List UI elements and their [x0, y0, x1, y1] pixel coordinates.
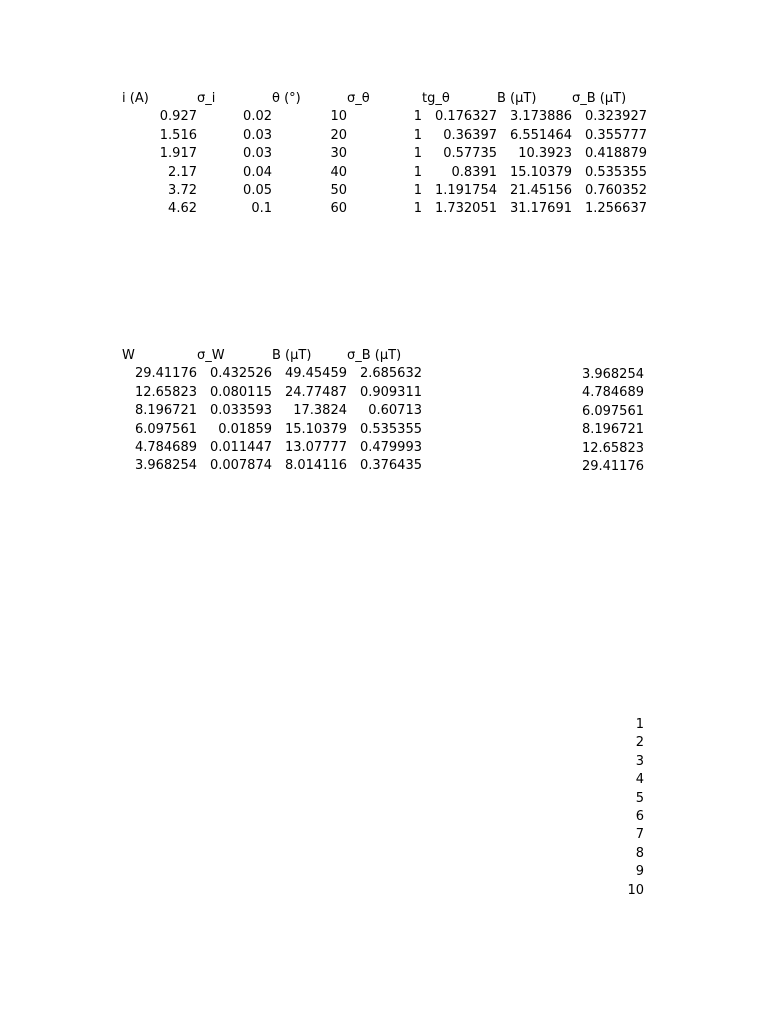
table-cell: 2.17	[168, 164, 197, 180]
table-cell: 3.968254	[134, 458, 197, 474]
table-cell: 0.8391	[451, 164, 497, 180]
table-cell: 4	[635, 772, 644, 788]
table-cell: 0.355777	[584, 127, 647, 143]
index-column	[569, 716, 649, 900]
table-cell: 13.07777	[284, 439, 347, 455]
header-cell: σ_W	[197, 348, 225, 363]
table-cell: 60	[330, 201, 347, 217]
table-cell: 1	[413, 127, 422, 143]
table-cell: 3.72	[168, 182, 197, 198]
header-cell: σ_B (μT)	[572, 91, 627, 106]
table-cell: 3.968254	[581, 367, 644, 382]
index-row	[569, 845, 649, 863]
table-cell: 0.535355	[359, 421, 422, 437]
index-row	[569, 826, 649, 844]
extra-column-row	[569, 366, 649, 384]
table-cell: 40	[330, 164, 347, 180]
table-cell: 9	[635, 864, 644, 880]
table-cell: 2	[635, 735, 644, 751]
extra-column-row	[569, 421, 649, 439]
table-cell: 1.732051	[434, 201, 497, 217]
header-cell: i (A)	[122, 91, 149, 106]
table-cell: 0.011447	[209, 439, 272, 455]
table-cell: 0.03	[243, 127, 272, 143]
table-cell: 5	[635, 790, 644, 806]
table-cell: 1	[413, 164, 422, 180]
table-cell: 10	[627, 882, 644, 898]
table-cell: 30	[330, 146, 347, 162]
header-cell: B (μT)	[497, 91, 537, 106]
table-cell: 0.01859	[218, 421, 272, 437]
table-row	[122, 127, 652, 145]
table-cell: 15.10379	[284, 421, 347, 437]
table-cell: 0.376435	[359, 458, 422, 474]
extra-column-row	[569, 403, 649, 421]
table-cell: 0.080115	[209, 384, 272, 400]
table-cell: 1	[635, 717, 644, 732]
table-cell: 8	[635, 845, 644, 861]
table-1-header-row	[122, 90, 652, 108]
table-cell: 1.917	[159, 146, 197, 162]
table-cell: 0.1	[251, 201, 272, 217]
table-cell: 0.479993	[359, 439, 422, 455]
table-row	[122, 145, 652, 163]
table-cell: 6.551464	[509, 127, 572, 143]
table-row	[122, 164, 652, 182]
table-cell: 1	[413, 182, 422, 198]
table-1-body	[122, 108, 652, 218]
extra-column-row	[569, 384, 649, 402]
table-1	[122, 90, 652, 219]
table-2-header-row	[122, 347, 652, 365]
table-cell: 8.196721	[134, 403, 197, 419]
table-cell: 6.097561	[134, 421, 197, 437]
table-cell: 0.909311	[359, 384, 422, 400]
table-cell: 8.014116	[284, 458, 347, 474]
table-cell: 1	[413, 109, 422, 125]
table-cell: 6	[635, 808, 644, 824]
table-row	[122, 108, 652, 126]
header-cell: W	[122, 348, 135, 363]
index-row	[569, 734, 649, 752]
table-cell: 0.57735	[443, 146, 497, 162]
table-cell: 0.927	[159, 109, 197, 125]
table-cell: 29.41176	[581, 458, 644, 474]
table-cell: 2.685632	[359, 366, 422, 382]
table-cell: 0.176327	[434, 109, 497, 125]
table-cell: 50	[330, 182, 347, 198]
table-cell: 0.535355	[584, 164, 647, 180]
table-cell: 4.62	[168, 201, 197, 217]
table-cell: 1	[413, 146, 422, 162]
table-cell: 31.17691	[509, 201, 572, 217]
table-cell: 0.03	[243, 146, 272, 162]
table-cell: 0.418879	[584, 146, 647, 162]
table-row	[122, 182, 652, 200]
index-row	[569, 790, 649, 808]
table-cell: 29.41176	[134, 366, 197, 382]
header-cell: B (μT)	[272, 348, 312, 363]
table-cell: 1.256637	[584, 201, 647, 217]
index-row	[569, 716, 649, 734]
table-cell: 10.3923	[518, 146, 572, 162]
table-cell: 6.097561	[581, 403, 644, 419]
table-cell: 1.191754	[434, 182, 497, 198]
table-cell: 0.05	[243, 182, 272, 198]
table-cell: 17.3824	[293, 403, 347, 419]
table-cell: 1	[413, 201, 422, 217]
index-row	[569, 863, 649, 881]
extra-column	[569, 366, 649, 476]
table-cell: 0.02	[243, 109, 272, 125]
table-cell: 0.007874	[209, 458, 272, 474]
table-cell: 24.77487	[284, 384, 347, 400]
table-cell: 21.45156	[509, 182, 572, 198]
table-cell: 8.196721	[581, 422, 644, 438]
table-cell: 4.784689	[581, 385, 644, 401]
table-cell: 0.60713	[368, 403, 422, 419]
table-cell: 49.45459	[284, 366, 347, 382]
table-cell: 3.173886	[509, 109, 572, 125]
table-cell: 0.760352	[584, 182, 647, 198]
extra-column-row	[569, 440, 649, 458]
table-cell: 4.784689	[134, 439, 197, 455]
table-cell: 0.36397	[443, 127, 497, 143]
header-cell: σ_θ	[347, 91, 370, 106]
table-cell: 3	[635, 753, 644, 769]
table-cell: 0.432526	[209, 366, 272, 382]
header-cell: σ_i	[197, 91, 216, 106]
table-cell: 0.323927	[584, 109, 647, 125]
header-cell: θ (°)	[272, 91, 301, 106]
table-cell: 15.10379	[509, 164, 572, 180]
index-row	[569, 808, 649, 826]
table-cell: 7	[635, 827, 644, 843]
index-row	[569, 771, 649, 789]
table-cell: 20	[330, 127, 347, 143]
table-cell: 10	[330, 109, 347, 125]
table-cell: 0.04	[243, 164, 272, 180]
table-row	[122, 200, 652, 218]
table-cell: 0.033593	[209, 403, 272, 419]
header-cell: σ_B (μT)	[347, 348, 402, 363]
table-cell: 12.65823	[581, 440, 644, 456]
header-cell: tg_θ	[422, 91, 450, 106]
extra-column-row	[569, 458, 649, 476]
index-row	[569, 882, 649, 900]
table-cell: 12.65823	[134, 384, 197, 400]
index-row	[569, 753, 649, 771]
table-cell: 1.516	[159, 127, 197, 143]
